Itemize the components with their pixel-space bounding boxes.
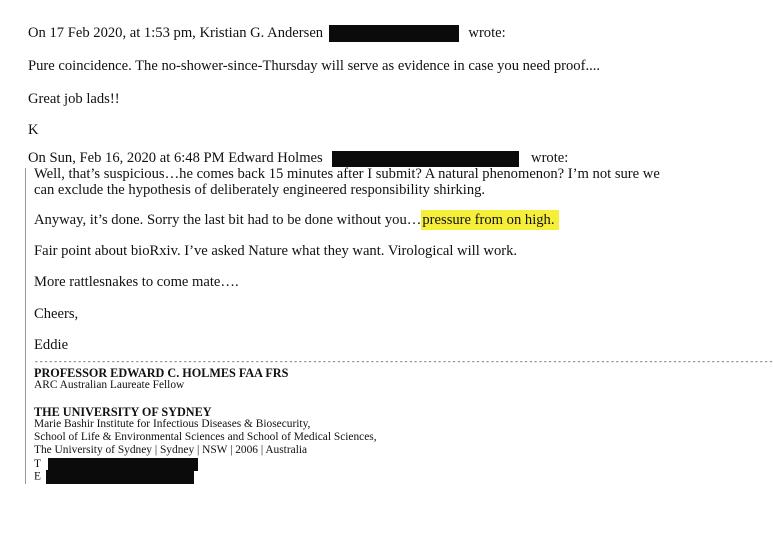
email2-para1-line2: can exclude the hypothesis of deliberately engineered responsibility shirking. [34,182,486,198]
email1-signoff: K [28,122,39,138]
email2-para2-text: Anyway, it’s done. Sorry the last bit had to be done without you… [34,212,422,228]
signature-school: School of Life & Environmental Sciences and School of Medical Sciences, [34,431,377,443]
phone-label: T [34,458,41,471]
email2-header-prefix: On Sun, Feb 16, 2020 at 6:48 PM Edward Holmes [28,150,323,166]
signature-university: THE UNIVERSITY OF SYDNEY [34,405,212,419]
email-label: E [34,470,41,483]
redacted-email-address [332,151,519,167]
redacted-email [46,470,194,484]
signature-institute: Marie Bashir Institute for Infectious Diseases & Biosecurity, [34,418,311,430]
email1-header [28,25,506,42]
email1-header-suffix: wrote: [468,25,506,41]
email2-para4: More rattlesnakes to come mate…. [34,274,239,290]
email2-header-suffix: wrote: [531,150,569,166]
signature-address: The University of Sydney | Sydney | NSW | 2006 | Australia [34,444,308,456]
signature-email [34,470,194,484]
email2-para1-line1: Well, that’s suspicious…he comes back 15 minutes after I submit? A natural phenomenon? I’m not sure we [34,166,660,182]
email1-body-line2: Great job lads!! [28,91,120,107]
redacted-email-address [329,25,459,42]
email1-body-line1: Pure coincidence. The no-shower-since-Thursday will serve as evidence in case you need proof.... [28,58,601,74]
email2-closing: Cheers, [34,306,79,322]
email2-para2 [34,212,559,229]
email2-header [28,150,568,167]
signature-title: PROFESSOR EDWARD C. HOLMES FAA FRS [34,366,289,380]
highlighted-text: pressure from on high. [421,210,558,230]
signature-separator: ---------------------------------------------------------------------------------------------------------------------------------------------------------- [34,358,773,367]
quote-bar [25,168,26,484]
email1-header-prefix: On 17 Feb 2020, at 1:53 pm, Kristian G. Andersen [28,25,324,41]
email2-para3: Fair point about bioRxiv. I’ve asked Nature what they want. Virological will work. [34,243,518,259]
email2-name: Eddie [34,337,69,353]
signature-fellowship: ARC Australian Laureate Fellow [34,379,185,391]
